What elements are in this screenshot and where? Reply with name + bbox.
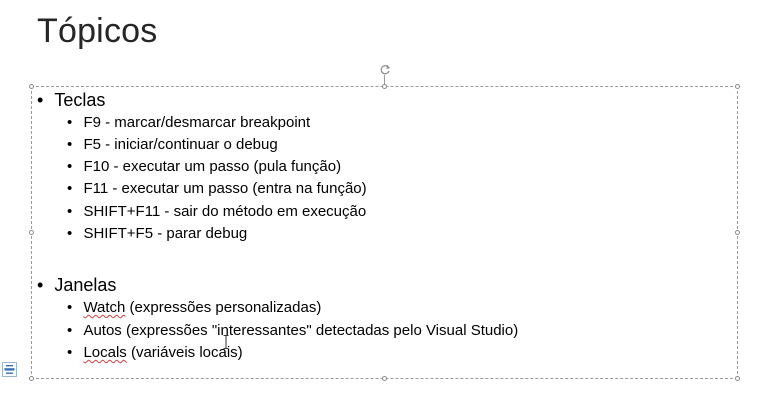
bullet: • (67, 225, 73, 242)
section-heading: Janelas (54, 275, 117, 295)
list-item-text: SHIFT+F11 - sair do método em execução (83, 203, 367, 220)
bullet: • (37, 90, 44, 110)
bullet: • (67, 344, 73, 361)
section-heading: Teclas (54, 90, 106, 110)
list-item-text: F10 - executar um passo (pula função) (83, 158, 342, 175)
bullet: • (67, 203, 73, 220)
resize-handle-middle-right[interactable] (735, 230, 740, 235)
resize-handle-top-center[interactable] (382, 84, 387, 89)
resize-handle-bottom-left[interactable] (29, 376, 34, 381)
rotate-handle-icon[interactable] (379, 64, 391, 76)
list-item (67, 202, 366, 222)
list-item-text: (variáveis locais) (126, 344, 243, 361)
bullet: • (67, 114, 73, 131)
layout-options-icon[interactable] (2, 362, 17, 377)
list-item-text: SHIFT+F5 - parar debug (83, 225, 248, 242)
list-item-text: F9 - marcar/desmarcar breakpoint (83, 114, 311, 131)
resize-handle-top-left[interactable] (29, 84, 34, 89)
resize-handle-bottom-right[interactable] (735, 376, 740, 381)
resize-handle-middle-left[interactable] (29, 230, 34, 235)
list-item (67, 157, 341, 177)
spellcheck-word: Locals (83, 344, 127, 361)
list-item (67, 113, 310, 133)
list-item (67, 224, 247, 244)
bullet: • (37, 275, 44, 295)
text-cursor-icon (223, 335, 229, 349)
list-item-text: F5 - iniciar/continuar o debug (83, 136, 278, 153)
list-item (67, 179, 367, 199)
spellcheck-word: Watch (83, 299, 126, 316)
list-item-teclas (37, 89, 105, 111)
list-item (67, 298, 321, 318)
list-item-text: (expressões personalizadas) (125, 299, 322, 316)
list-item (67, 135, 278, 155)
bullet: • (67, 180, 73, 197)
list-item-word: Autos (83, 322, 122, 339)
list-item (67, 343, 243, 363)
resize-handle-bottom-center[interactable] (382, 376, 387, 381)
layout-options-glyph (3, 363, 16, 376)
bullet: • (67, 158, 73, 175)
list-item-janelas (37, 274, 116, 296)
resize-handle-top-right[interactable] (735, 84, 740, 89)
slide-title[interactable]: Tópicos (37, 12, 158, 50)
list-item (67, 321, 518, 341)
bullet: • (67, 136, 73, 153)
bullet: • (67, 299, 73, 316)
bullet: • (67, 322, 73, 339)
list-item-text: F11 - executar um passo (entra na função) (83, 180, 367, 197)
list-item-text: (expressões "interessantes" detectadas pelo Visual Studio) (121, 322, 519, 339)
